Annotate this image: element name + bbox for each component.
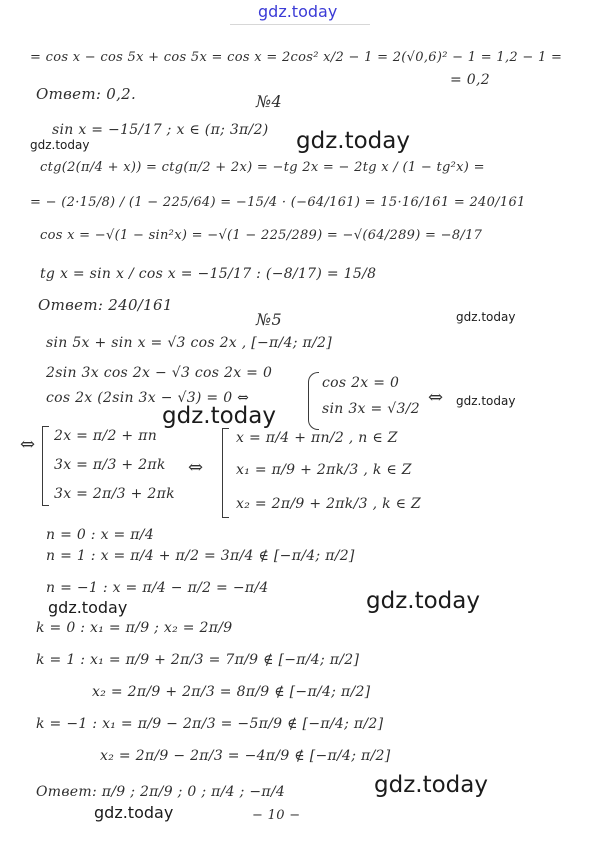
math-line: sin 3x = √3/2 — [322, 401, 420, 417]
watermark: gdz.today — [366, 588, 480, 614]
answer-line: Ответ: 0,2. — [36, 85, 137, 103]
math-line: tg x = sin x / cos x = −15/17 : (−8/17) = 15/8 — [40, 266, 377, 282]
math-line: 3x = 2π/3 + 2πk — [54, 486, 175, 502]
math-line: x = π/4 + πn/2 , n ∈ Z — [236, 430, 398, 446]
watermark: gdz.today — [162, 403, 276, 429]
watermark: gdz.today — [456, 310, 516, 324]
math-line: 2sin 3x cos 2x − √3 cos 2x = 0 — [46, 365, 273, 381]
math-line: cos 2x (2sin 3x − √3) = 0 ⇔ — [46, 390, 250, 406]
math-line: = − (2·15/8) / (1 − 225/64) = −15/4 · (−64/161) = 15·16/161 = 240/161 — [30, 195, 526, 210]
set-bracket — [42, 426, 49, 506]
math-line: 3x = π/3 + 2πk — [54, 457, 166, 473]
math-line: ctg(2(π/4 + x)) = ctg(π/2 + 2x) = −tg 2x = − 2tg x / (1 − tg²x) = — [40, 160, 485, 175]
math-line: x₂ = 2π/9 − 2π/3 = −4π/9 ∉ [−π/4; π/2] — [100, 748, 391, 764]
equiv-sign: ⇔ — [428, 387, 444, 408]
math-line: cos 2x = 0 — [322, 375, 400, 391]
math-line: n = 0 : x = π/4 — [46, 527, 155, 543]
equiv-sign: ⇔ — [20, 434, 36, 455]
watermark: gdz.today — [296, 128, 410, 154]
math-line: sin 5x + sin x = √3 cos 2x , [−π/4; π/2] — [46, 335, 333, 351]
problem-number: №4 — [256, 92, 282, 111]
math-line: x₂ = 2π/9 + 2πk/3 , k ∈ Z — [236, 496, 422, 512]
math-line: n = −1 : x = π/4 − π/2 = −π/4 — [46, 580, 269, 596]
problem-number: №5 — [256, 310, 282, 329]
math-line: x₁ = π/9 + 2πk/3 , k ∈ Z — [236, 462, 412, 478]
math-line: sin x = −15/17 ; x ∈ (π; 3π/2) — [52, 122, 269, 138]
set-bracket — [222, 428, 229, 518]
system-brace — [308, 372, 319, 430]
watermark: gdz.today — [374, 772, 488, 798]
watermark: gdz.today — [48, 598, 128, 617]
math-line: = cos x − cos 5x + cos 5x = cos x = 2cos² x/2 − 1 = 2(√0,6)² − 1 = 1,2 − 1 = — [30, 50, 563, 65]
page-number: − 10 − — [252, 808, 301, 823]
watermark: gdz.today — [30, 138, 90, 152]
math-line: = 0,2 — [450, 72, 490, 88]
equiv-sign: ⇔ — [188, 457, 204, 478]
answer-line: Ответ: π/9 ; 2π/9 ; 0 ; π/4 ; −π/4 — [36, 784, 286, 800]
math-line: 2x = π/2 + πn — [54, 428, 158, 444]
math-line: x₂ = 2π/9 + 2π/3 = 8π/9 ∉ [−π/4; π/2] — [92, 684, 371, 700]
watermark: gdz.today — [94, 803, 174, 822]
math-line: k = 1 : x₁ = π/9 + 2π/3 = 7π/9 ∉ [−π/4; π/2] — [36, 652, 360, 668]
watermark: gdz.today — [456, 394, 516, 408]
site-link[interactable]: gdz.today — [258, 2, 338, 21]
math-line: cos x = −√(1 − sin²x) = −√(1 − 225/289) = −√(64/289) = −8/17 — [40, 228, 483, 243]
math-line: k = 0 : x₁ = π/9 ; x₂ = 2π/9 — [36, 620, 233, 636]
math-line: n = 1 : x = π/4 + π/2 = 3π/4 ∉ [−π/4; π/2] — [46, 548, 355, 564]
header-rule — [230, 24, 370, 25]
answer-line: Ответ: 240/161 — [38, 296, 173, 314]
math-line: k = −1 : x₁ = π/9 − 2π/3 = −5π/9 ∉ [−π/4; π/2] — [36, 716, 384, 732]
